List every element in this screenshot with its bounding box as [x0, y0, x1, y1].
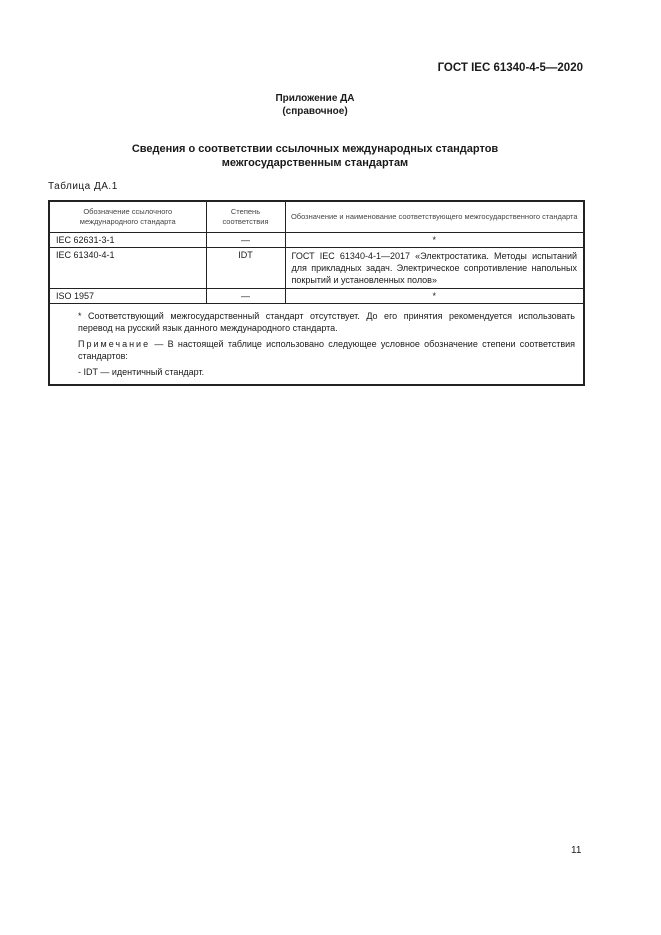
- note-label: Примечание: [78, 339, 151, 349]
- cell-degree: —: [206, 289, 285, 304]
- column-header-ref: Обозначение ссылочного международного стандарта: [49, 201, 206, 233]
- cell-standard: *: [285, 233, 584, 248]
- cell-standard: ГОСТ IEC 61340-4-1—2017 «Электростатика. Методы испытаний для прикладных задач. Электрическое сопротивление напольных покрытий и установленных полов»: [285, 248, 584, 289]
- correspondence-table: [48, 200, 585, 386]
- cell-ref: ISO 1957: [49, 289, 206, 304]
- table-row: [49, 248, 584, 289]
- table-row: [49, 289, 584, 304]
- page-number: 11: [571, 845, 582, 856]
- section-title-line2: межгосударственным стандартам: [221, 157, 409, 169]
- table-note-row: [49, 304, 584, 386]
- annex-heading: [0, 92, 630, 118]
- cell-ref: IEC 61340-4-1: [49, 248, 206, 289]
- column-header-standard: Обозначение и наименование соответствующего межгосударственного стандарта: [285, 201, 584, 233]
- table-note: [58, 338, 575, 362]
- table-footnote: * Соответствующий межгосударственный стандарт отсутствует. До его принятия рекомендуется использовать перевод на русский язык данного международного стандарта.: [78, 311, 575, 333]
- section-title-line1: Сведения о соответствии ссылочных международных стандартов: [131, 143, 499, 155]
- cell-degree: —: [206, 233, 285, 248]
- table-row: [49, 233, 584, 248]
- note-text: — В настоящей таблице использовано следующее условное обозначение степени соответствия стандартов:: [78, 339, 575, 361]
- note-item: - IDT — идентичный стандарт.: [78, 367, 205, 377]
- table-header-row: [49, 201, 584, 233]
- cell-ref: IEC 62631-3-1: [49, 233, 206, 248]
- annex-subtitle: (справочное): [282, 106, 348, 117]
- standard-code: ГОСТ IEC 61340-4-5—2020: [437, 62, 583, 74]
- column-header-degree: Степень соответствия: [206, 201, 285, 233]
- table-label: Таблица ДА.1: [48, 181, 118, 192]
- cell-degree: IDT: [206, 248, 285, 289]
- annex-title: Приложение ДА: [275, 93, 355, 104]
- section-title: [0, 142, 630, 170]
- table-note-cell: [49, 304, 584, 386]
- cell-standard: *: [285, 289, 584, 304]
